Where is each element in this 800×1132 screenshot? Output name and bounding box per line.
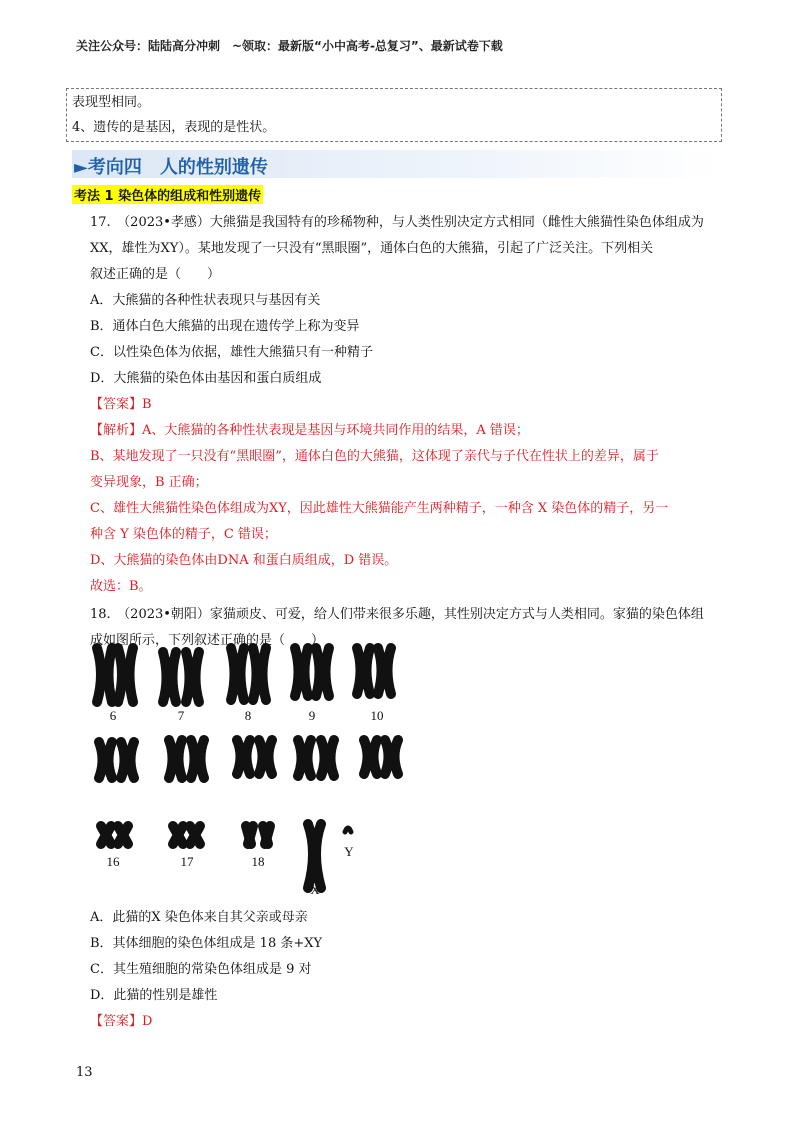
q17-analysis-line-1: 【解析】A、大熊猫的各种性状表现是基因与环境共同作用的结果，A 错误；: [90, 423, 529, 438]
label-17: 17: [180, 854, 194, 869]
chromosome-pair-10: [357, 648, 391, 694]
q17-analysis-line-3: 变异现象，B 正确；: [90, 475, 208, 490]
page-number: 13: [76, 1065, 93, 1080]
label-9: 9: [308, 708, 316, 723]
q17-option-d: D．大熊猫的染色体由基因和蛋白质组成: [90, 371, 322, 386]
q17-stem-line-2: XX，雄性为XY）。某地发现了一只没有“黑眼圈”，通体白色的大熊猫，引起了广泛关注。下列相关: [90, 241, 654, 256]
chromosome-pair-15: [364, 740, 398, 774]
q17-answer: 【答案】B: [90, 397, 152, 412]
box-line-2: 4、遗传的是基因，表现的是性状。: [72, 120, 276, 135]
label-10: 10: [370, 708, 384, 723]
box-line-1: 表现型相同。: [72, 95, 151, 110]
label-7: 7: [177, 708, 185, 723]
chromosome-pair-6: [97, 648, 133, 702]
chromosome-pair-11: [99, 742, 134, 778]
chromosome-y: [345, 828, 351, 832]
label-6: 6: [109, 708, 117, 723]
method-tag: 考法 1 染色体的组成和性别遗传: [72, 185, 263, 204]
q18-option-c: C．其生殖细胞的常染色体组成是 9 对: [90, 962, 312, 977]
q18-option-d: D．此猫的性别是雄性: [90, 988, 218, 1003]
section-title: ►考向四 人的性别遗传: [74, 157, 268, 178]
karyotype-figure: [85, 640, 405, 900]
q17-analysis-line-4: C、雄性大熊猫性染色体组成为XY，因此雄性大熊猫能产生两种精子，一种含 X 染色体的精子，另一: [90, 501, 669, 516]
chromosome-pair-13: [237, 740, 272, 774]
q17-analysis-line-7: 故选：B。: [90, 579, 152, 594]
q18-stem-line-1: 18. （2023•朝阳）家猫顽皮、可爱，给人们带来很多乐趣，其性别决定方式与人类相同。家猫的染色体组: [90, 607, 704, 622]
chromosome-pair-17: [173, 826, 200, 844]
chromosome-pair-7: [163, 652, 199, 702]
chromosome-pair-18: [246, 826, 270, 844]
q17-option-b: B．通体白色大熊猫的出现在遗传学上称为变异: [90, 319, 360, 334]
karyotype-labels: [107, 708, 384, 897]
label-18: 18: [251, 854, 265, 869]
q17-option-c: C．以性染色体为依据，雄性大熊猫只有一种精子: [90, 345, 373, 360]
label-16: 16: [106, 854, 120, 869]
q18-option-b: B．其体细胞的染色体组成是 18 条+XY: [90, 936, 323, 951]
q18-answer: 【答案】D: [90, 1014, 153, 1029]
chromosome-pair-16: [101, 826, 128, 844]
label-y: Y: [344, 844, 354, 859]
label-8: 8: [244, 708, 252, 723]
q17-option-a: A．大熊猫的各种性状表现只与基因有关: [90, 293, 321, 308]
chromosome-pair-8: [231, 648, 266, 700]
label-x: X: [310, 882, 320, 897]
q18-option-a: A．此猫的X 染色体来自其父亲或母亲: [90, 910, 308, 925]
chromosome-pair-14: [298, 740, 334, 776]
q17-stem-line-3: 叙述正确的是（ ）: [90, 267, 221, 282]
section-banner: [72, 150, 720, 178]
q17-stem-line-1: 17. （2023•孝感）大熊猫是我国特有的珍稀物种，与人类性别决定方式相同（雌性大熊猫性染色体组成为: [90, 215, 704, 230]
chromosome-pair-12: [169, 740, 204, 778]
chromosome-x: [308, 824, 321, 888]
page-header: 关注公众号：陆陆高分冲刺 ~领取：最新版“小中高考-总复习”、最新试卷下载: [76, 39, 503, 53]
q18-stem-line-2: 成如图所示，下列叙述正确的是（ ）: [90, 633, 325, 648]
q17-analysis-line-6: D、大熊猫的染色体由DNA 和蛋白质组成，D 错误。: [90, 553, 398, 568]
q17-analysis-line-2: B、某地发现了一只没有“黑眼圈”，通体白色的大熊猫，这体现了亲代与子代在性状上的差异，属于: [90, 449, 659, 464]
chromosome-pair-9: [295, 648, 329, 696]
q17-analysis-line-5: 种含 Y 染色体的精子，C 错误；: [90, 527, 277, 542]
